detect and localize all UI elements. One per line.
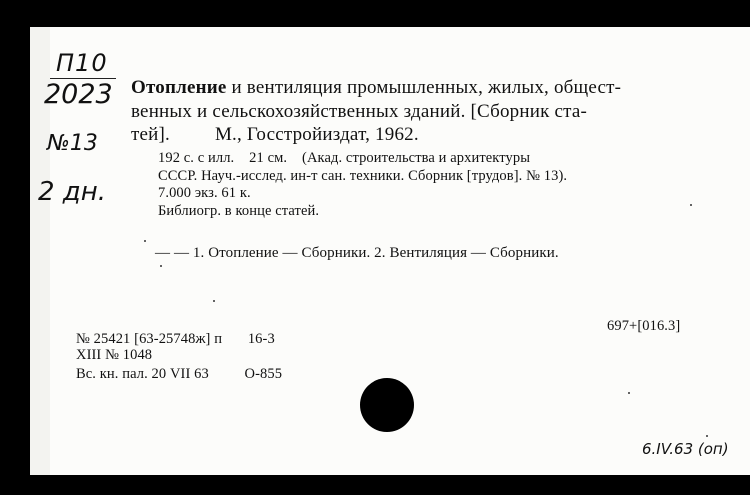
title-bold: Отопление (131, 77, 227, 98)
accession-number: № 25421 [63-25748ж] п (76, 331, 223, 347)
footer-line-2: XIII № 1048 (76, 347, 153, 363)
title-line-3 (131, 124, 419, 146)
speck (160, 265, 162, 267)
description-line-4: Библиогр. в конце статей. (158, 203, 320, 219)
title-line-2: венных и сельскохозяйственных зданий. [Сборник ста- (131, 101, 588, 122)
description-line-1: 192 с. с илл. 21 см. (Акад. строительства и архитектуры (158, 150, 531, 166)
footer-line-1 (76, 331, 275, 348)
title-line3-a: тей]. (131, 124, 170, 145)
speck (690, 204, 692, 206)
speck (628, 392, 630, 394)
imprint: М., Госстройиздат, 1962. (214, 124, 419, 145)
order-code: О-855 (244, 366, 283, 382)
description-line-2: СССР. Науч.-исслед. ин-т сан. техники. Сборник [трудов]. № 13). (158, 168, 568, 184)
index-code: 16-3 (247, 331, 275, 347)
title-line-1 (131, 77, 621, 99)
handwritten-shelf-mark: П10 (56, 49, 108, 77)
description-line-3: 7.000 экз. 61 к. (158, 185, 251, 201)
subject-headings: — — 1. Отопление — Сборники. 2. Вентиляция — Сборники. (155, 245, 559, 261)
speck (706, 435, 708, 437)
speck (213, 300, 215, 302)
handwritten-note: 2 дн. (38, 177, 107, 207)
catalog-card (30, 27, 750, 475)
speck (144, 240, 146, 242)
chamber-note: Вс. кн. пал. 20 VII 63 (76, 366, 209, 382)
handwritten-date: 6.IV.63 (оп) (642, 440, 729, 458)
title-line1-rest: и вентиляция промышленных, жилых, общест- (226, 77, 622, 98)
punch-hole (360, 378, 414, 432)
handwritten-number: 2023 (44, 79, 113, 110)
classification-code: 697+[016.3] (607, 318, 681, 334)
handwritten-issue: №13 (47, 131, 98, 156)
footer-line-3 (76, 366, 282, 383)
